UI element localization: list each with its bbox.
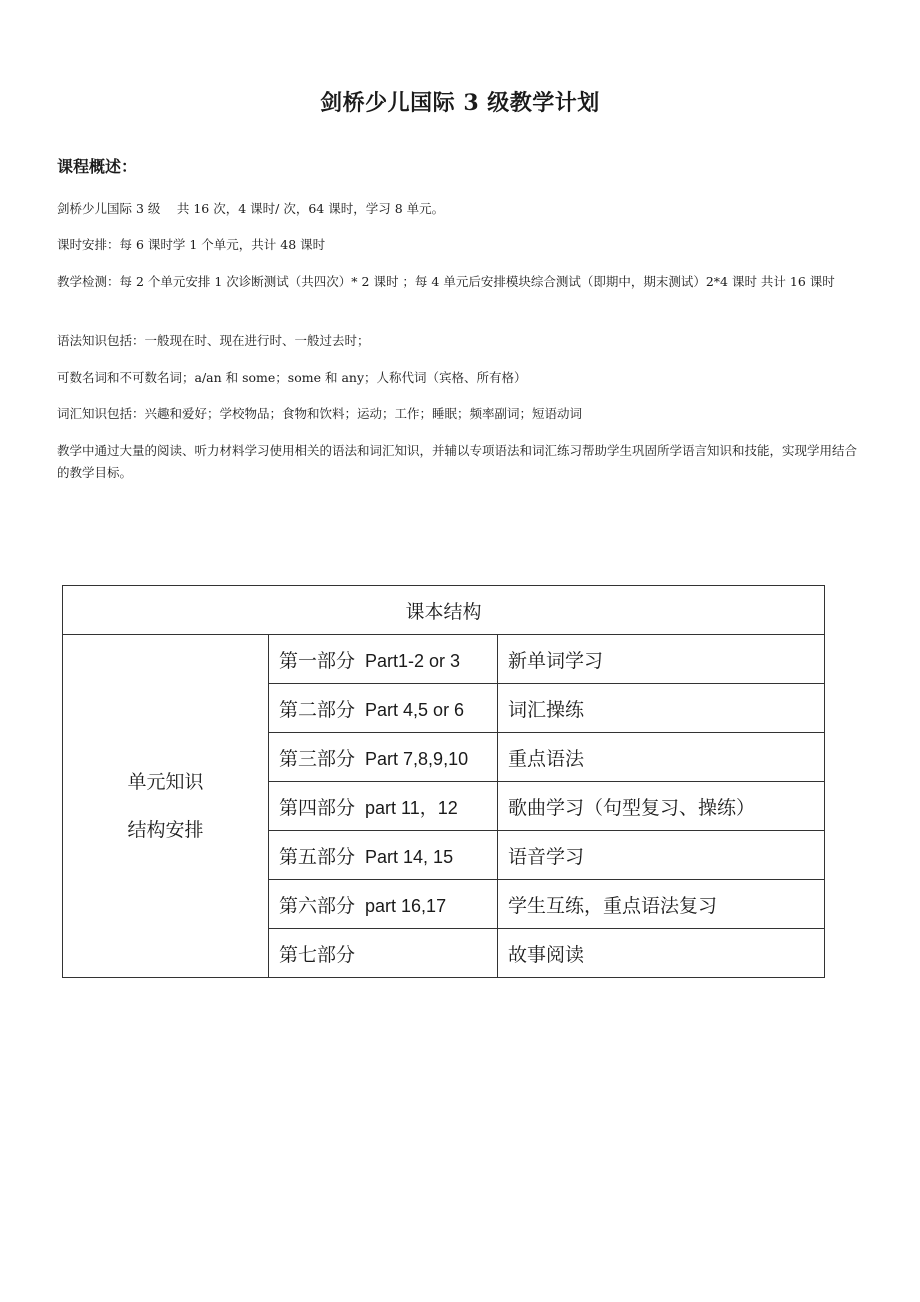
content-cell: 歌曲学习（句型复习、操练）	[498, 782, 825, 831]
paragraph-vocabulary: 词汇知识包括：兴趣和爱好；学校物品；食物和饮料；运动；工作；睡眠；频率副词；短语动词	[57, 406, 583, 421]
content-cell: 词汇操练	[498, 684, 825, 733]
content-cell: 重点语法	[498, 733, 825, 782]
part-name: 第六部分	[279, 894, 356, 917]
paragraph-lesson-plan: 课时安排：每 6 课时学 1 个单元，共计 48 课时	[57, 237, 326, 252]
part-name: 第一部分	[279, 649, 356, 672]
table-title: 课本结构	[63, 586, 825, 635]
table-row	[63, 635, 825, 684]
overview-heading: 课程概述：	[57, 157, 138, 176]
table-header-row	[63, 586, 825, 635]
part-range: Part 14, 15	[365, 846, 454, 867]
unit-structure-label-line2: 结构安排	[127, 819, 204, 841]
part-cell	[269, 782, 498, 831]
content-cell: 学生互练，重点语法复习	[498, 880, 825, 929]
part-range: Part 7,8,9,10	[365, 748, 469, 769]
part-name: 第七部分	[279, 943, 356, 966]
part-name: 第五部分	[279, 845, 356, 868]
textbook-structure-table	[62, 585, 825, 978]
part-range: Part1-2 or 3	[365, 650, 461, 671]
part-range: part 16,17	[365, 895, 447, 916]
content-cell: 语音学习	[498, 831, 825, 880]
part-cell	[269, 684, 498, 733]
part-name: 第二部分	[279, 698, 356, 721]
part-cell	[269, 880, 498, 929]
part-cell	[269, 831, 498, 880]
part-cell	[269, 929, 498, 978]
content-cell: 新单词学习	[498, 635, 825, 684]
part-range: Part 4,5 or 6	[365, 699, 465, 720]
paragraph-nouns: 可数名词和不可数名词；a/an 和 some；some 和 any；人称代词（宾格、所有格）	[57, 370, 527, 385]
part-cell	[269, 733, 498, 782]
page-title: 剑桥少儿国际 3 级教学计划	[320, 90, 600, 116]
content-cell: 故事阅读	[498, 929, 825, 978]
paragraph-assessment: 教学检测：每 2 个单元安排 1 次诊断测试（共四次）* 2 课时 ；每 4 单元后安排模块综合测试（即期中，期末测试）2*4 课时 共计 16 课时	[57, 274, 835, 289]
part-range: part 11，12	[365, 797, 458, 818]
part-name: 第三部分	[279, 747, 356, 770]
unit-structure-cell	[63, 635, 269, 978]
part-cell	[269, 635, 498, 684]
unit-structure-label-line1: 单元知识	[127, 771, 204, 793]
part-name: 第四部分	[279, 796, 356, 819]
paragraph-teaching-goal: 教学中通过大量的阅读、听力材料学习使用相关的语法和词汇知识，并辅以专项语法和词汇练习帮助学生巩固所学语言知识和技能，实现学用结合的教学目标。	[57, 443, 858, 480]
paragraph-grammar: 语法知识包括：一般现在时、现在进行时、一般过去时；	[57, 333, 370, 348]
paragraph-schedule: 剑桥少儿国际 3 级 共 16 次，4 课时/ 次，64 课时，学习 8 单元。	[57, 201, 445, 216]
